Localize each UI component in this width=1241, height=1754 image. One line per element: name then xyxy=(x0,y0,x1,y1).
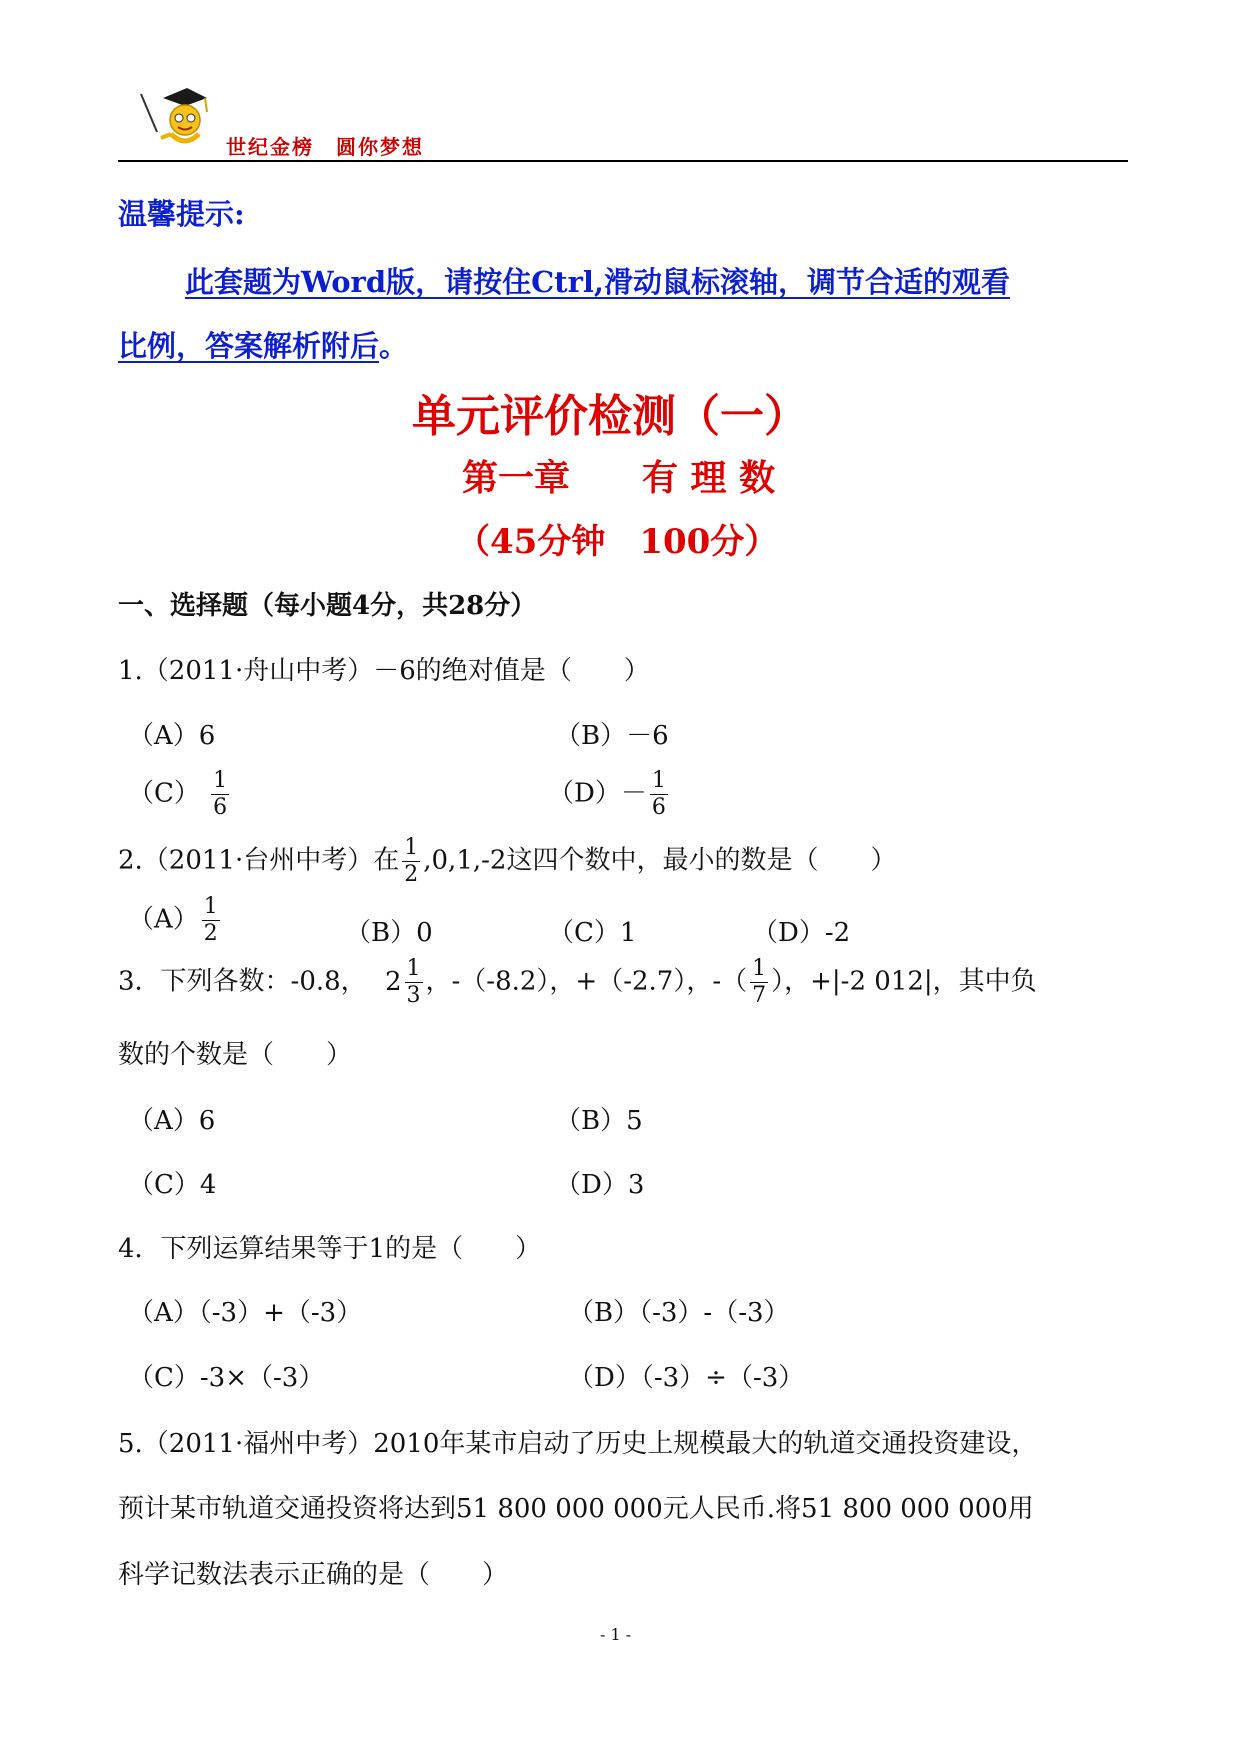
logo xyxy=(135,84,210,154)
page-number: - 1 - xyxy=(600,1625,632,1644)
q2-option-a: （A） $\frac{1}{2}$ xyxy=(128,894,218,946)
q3-option-d: （D）3 xyxy=(555,1170,645,1200)
question-1-stem: 1.（2011·舟山中考）－6的绝对值是（ ） xyxy=(118,656,650,686)
q2-option-b: （B）0 xyxy=(345,918,433,948)
fraction: $\frac{1}{6}$ xyxy=(213,768,228,820)
scholar-mascot-icon xyxy=(135,84,210,154)
question-5-line-2: 预计某市轨道交通投资将达到51 800 000 000元人民币.将51 800 000 000用 xyxy=(118,1494,1034,1524)
q1-option-c xyxy=(128,770,232,819)
tip-line-1[interactable]: 此套题为Word版，请按住Ctrl,滑动鼠标滚轴，调节合适的观看 xyxy=(185,265,1010,299)
q1-option-c-label: （C） xyxy=(128,778,200,809)
q2-option-d: （D）-2 xyxy=(752,918,851,948)
q1-option-a: （A）6 xyxy=(128,721,216,751)
question-5-line-3: 科学记数法表示正确的是（ ） xyxy=(118,1560,509,1590)
fraction: $\frac{1}{2}$ xyxy=(203,894,218,946)
q1-option-d: （D）－ $\frac{1}{6}$ xyxy=(548,768,666,820)
section-heading: 一、选择题（每小题4分，共28分） xyxy=(118,591,537,621)
header-divider xyxy=(118,160,1128,162)
q4-option-c: （C）-3×（-3） xyxy=(128,1363,325,1393)
tip-title: 温馨提示: xyxy=(118,197,245,231)
question-3-line-2: 数的个数是（ ） xyxy=(118,1040,353,1070)
fraction: $\frac{1}{2}$ xyxy=(404,835,419,887)
time-score: （45分钟 100分） xyxy=(456,522,779,562)
q3-option-c: （C）4 xyxy=(128,1170,217,1200)
q4-option-a: （A）（-3）+（-3） xyxy=(128,1298,363,1328)
mixed-number: 2 $\frac{1}{3}$ xyxy=(384,956,421,1008)
q4-option-d: （D）（-3）÷（-3） xyxy=(568,1363,805,1393)
question-5-line-1: 5.（2011·福州中考）2010年某市启动了历史上规模最大的轨道交通投资建设， xyxy=(118,1429,1038,1459)
q1-option-d-label: （D） xyxy=(548,778,621,809)
fraction: $\frac{1}{7}$ xyxy=(752,956,767,1008)
q3-option-b: （B）5 xyxy=(555,1106,643,1136)
question-2-stem: 2.（2011·台州中考）在 $\frac{1}{2}$ ,0,1,-2这四个数中，最小的数是（ ） xyxy=(118,835,897,887)
question-3-stem: 3．下列各数：-0.8， 2 $\frac{1}{3}$ ，-（-8.2），+（-2.7），-（ $\frac{1}{7}$ ），+|-2 012|，其中负 xyxy=(118,956,1037,1008)
tip-line-2-wrap: 比例，答案解析附后。 xyxy=(118,329,409,363)
q3-option-a: （A）6 xyxy=(128,1106,216,1136)
page-title: 单元评价检测（一） xyxy=(412,391,808,442)
q2-option-c: （C）1 xyxy=(548,918,637,948)
tip-line-2[interactable]: 比例，答案解析附后 xyxy=(118,329,380,363)
fraction: $\frac{1}{6}$ xyxy=(651,768,666,820)
header-slogan: 世纪金榜 圆你梦想 xyxy=(226,135,424,159)
question-4-stem: 4．下列运算结果等于1的是（ ） xyxy=(118,1234,542,1264)
chapter-title: 第一章 有 理 数 xyxy=(462,457,776,499)
q4-option-b: （B）（-3）-（-3） xyxy=(568,1298,790,1328)
q1-option-b: （B）－6 xyxy=(555,721,669,751)
